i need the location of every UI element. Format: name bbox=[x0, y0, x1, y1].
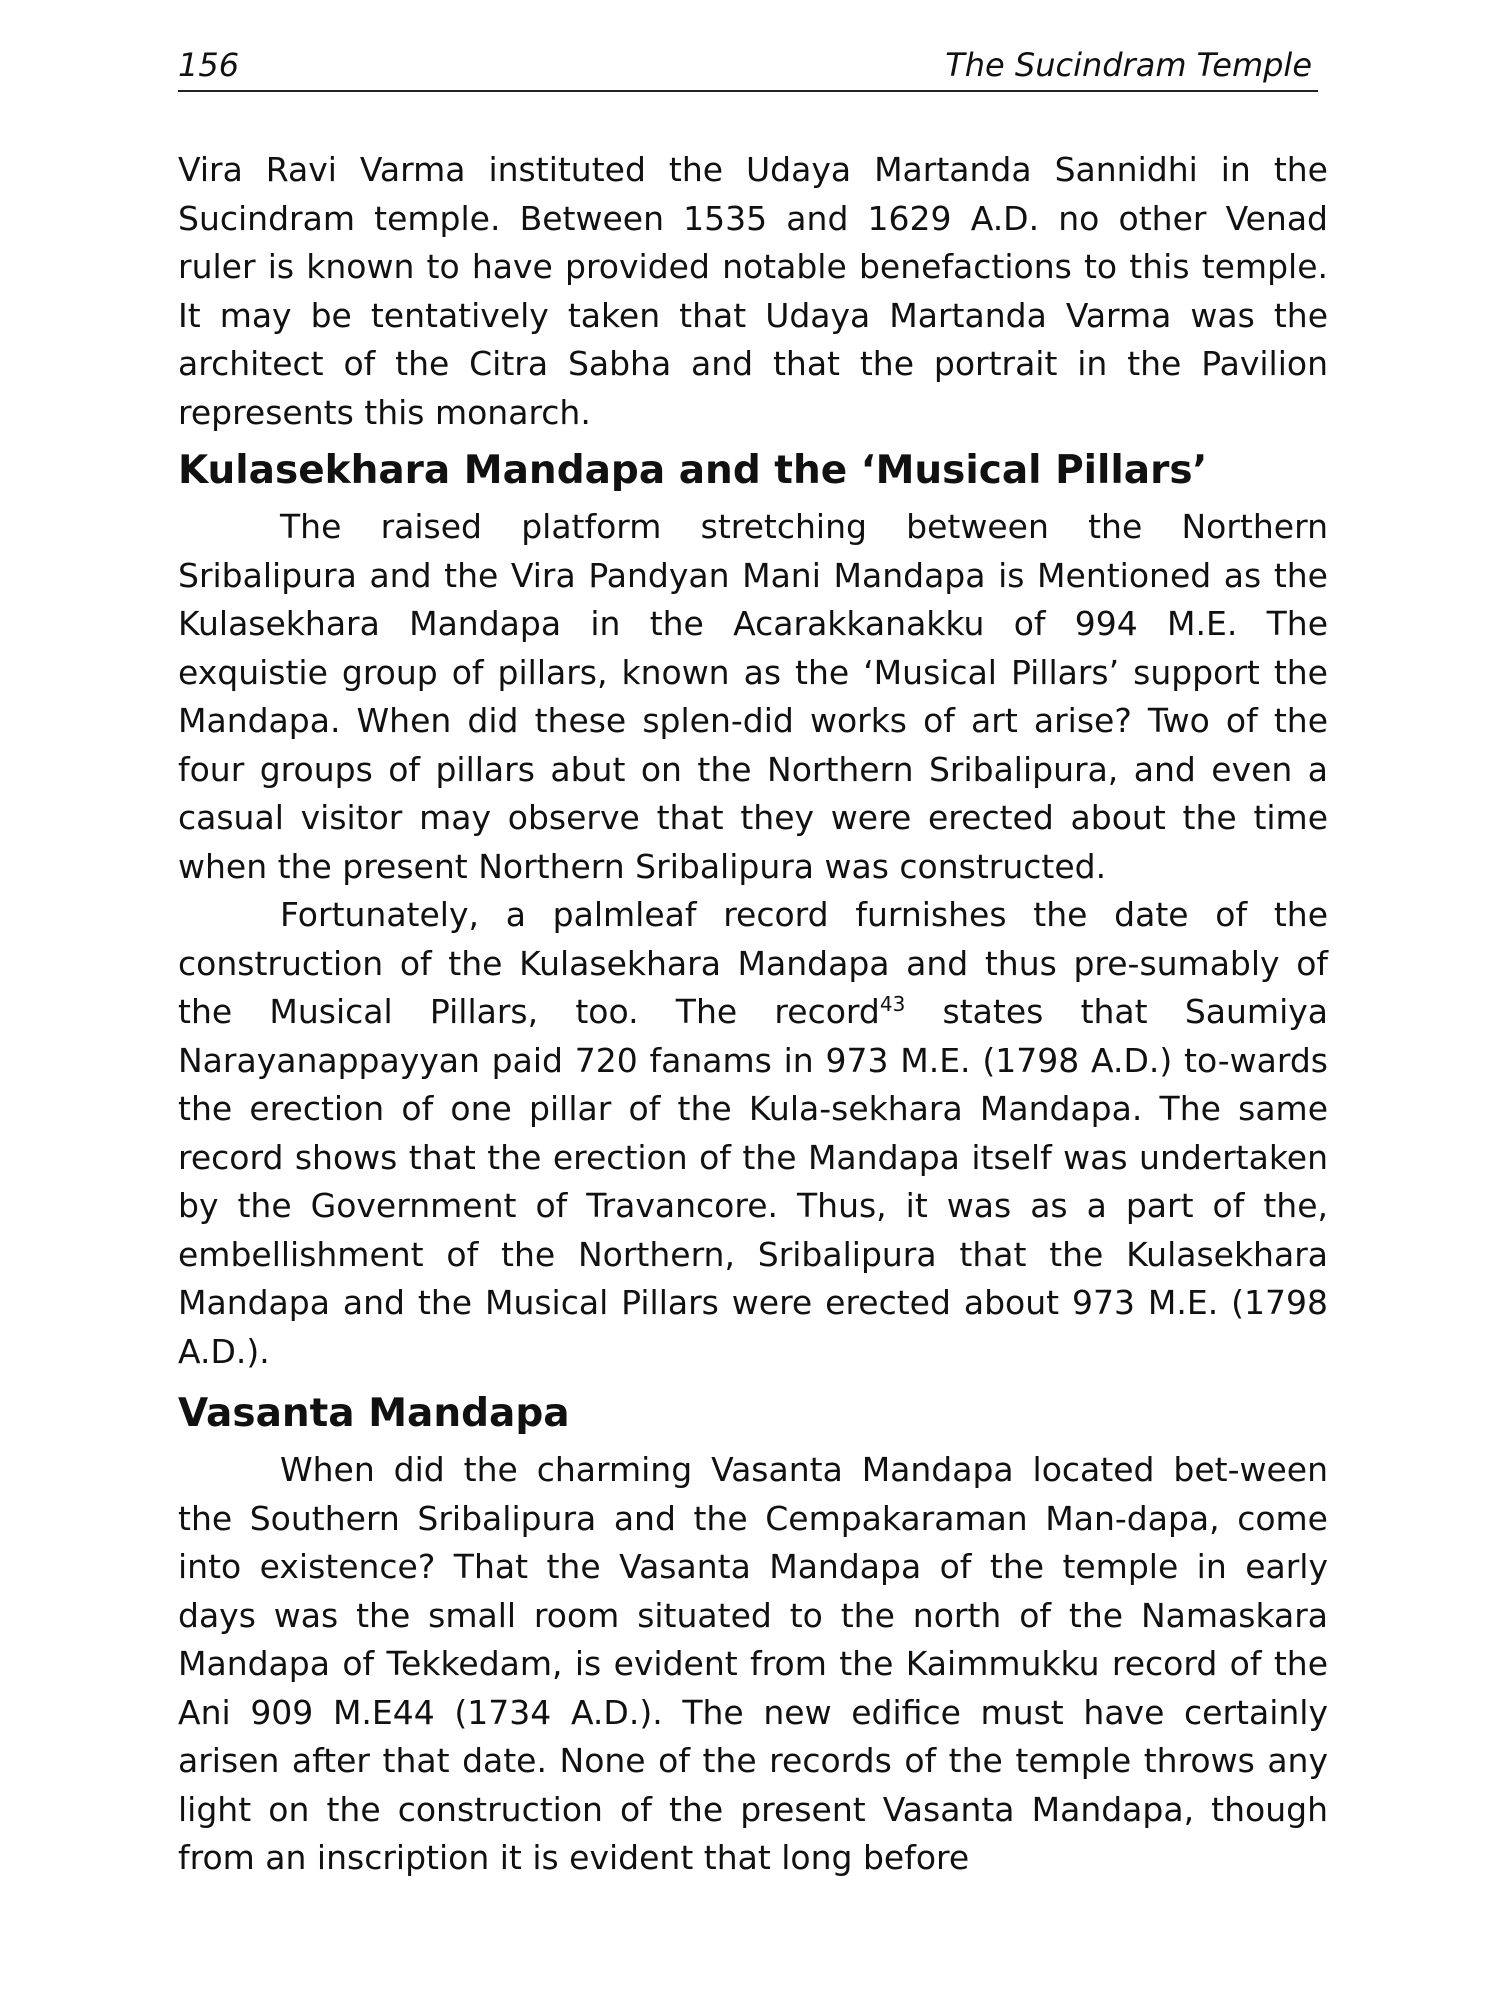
section-heading-kulasekhara: Kulasekhara Mandapa and the ‘Musical Pillars’ bbox=[178, 448, 1208, 493]
paragraph-3-part-1: Fortunately, a palmleaf record furnishes the date of the construction of the Kulasekhara Mandapa and thus pre-sumably of the Musical Pillars, too. The record bbox=[178, 895, 1328, 1031]
paragraph-3 bbox=[178, 891, 1328, 1376]
paragraph-4: When did the charming Vasanta Mandapa located bet-ween the Southern Sribalipura and the Cempakaraman Man-dapa, come into existence? That the Vasanta Mandapa of the temple in early days was the small room situated to the north of the Namaskara Mandapa of Tekkedam, is evident from the Kaimmukku record of the Ani 909 M.E44 (1734 A.D.). The new edifice must have certainly arisen after that date. None of the records of the temple throws any light on the construction of the present Vasanta Mandapa, though from an inscription it is evident that long before bbox=[178, 1450, 1328, 1877]
paragraph-3-part-2: states that Saumiya Narayanappayyan paid 720 fanams in 973 M.E. (1798 A.D.) to-wards the erection of one pillar of the Kula-sekhara Mandapa. The same record shows that the erection of the Mandapa itself was undertaken by the Government of Travancore. Thus, it was as a part of the, embellishment of the Northern, Sribalipura that the Kulasekhara Mandapa and the Musical Pillars were erected about 973 M.E. (1798 A.D.). bbox=[178, 992, 1328, 1371]
footnote-marker: 43 bbox=[879, 992, 906, 1016]
section-heading-vasanta: Vasanta Mandapa bbox=[178, 1391, 570, 1436]
running-header bbox=[178, 40, 1318, 92]
page-number: 156 bbox=[178, 46, 240, 84]
book-title: The Sucindram Temple bbox=[945, 46, 1312, 84]
body-text bbox=[178, 146, 1328, 1883]
paragraph-2: The raised platform stretching between the Northern Sribalipura and the Vira Pandyan Mani Mandapa is Mentioned as the Kulasekhara Mandapa in the Acarakkanakku of 994 M.E. The exquistie group of pillars, known as the ‘Musical Pillars’ support the Mandapa. When did these splen-did works of art arise? Two of the four groups of pillars abut on the Northern Sribalipura, and even a casual visitor may observe that they were erected about the time when the present Northern Sribalipura was constructed. bbox=[178, 507, 1328, 886]
paragraph-1: Vira Ravi Varma instituted the Udaya Martanda Sannidhi in the Sucindram temple. Between 1535 and 1629 A.D. no other Venad ruler is known to have provided notable benefactions to this temple. It may be tentatively taken that Udaya Martanda Varma was the architect of the Citra Sabha and that the portrait in the Pavilion represents this monarch. bbox=[178, 150, 1328, 432]
